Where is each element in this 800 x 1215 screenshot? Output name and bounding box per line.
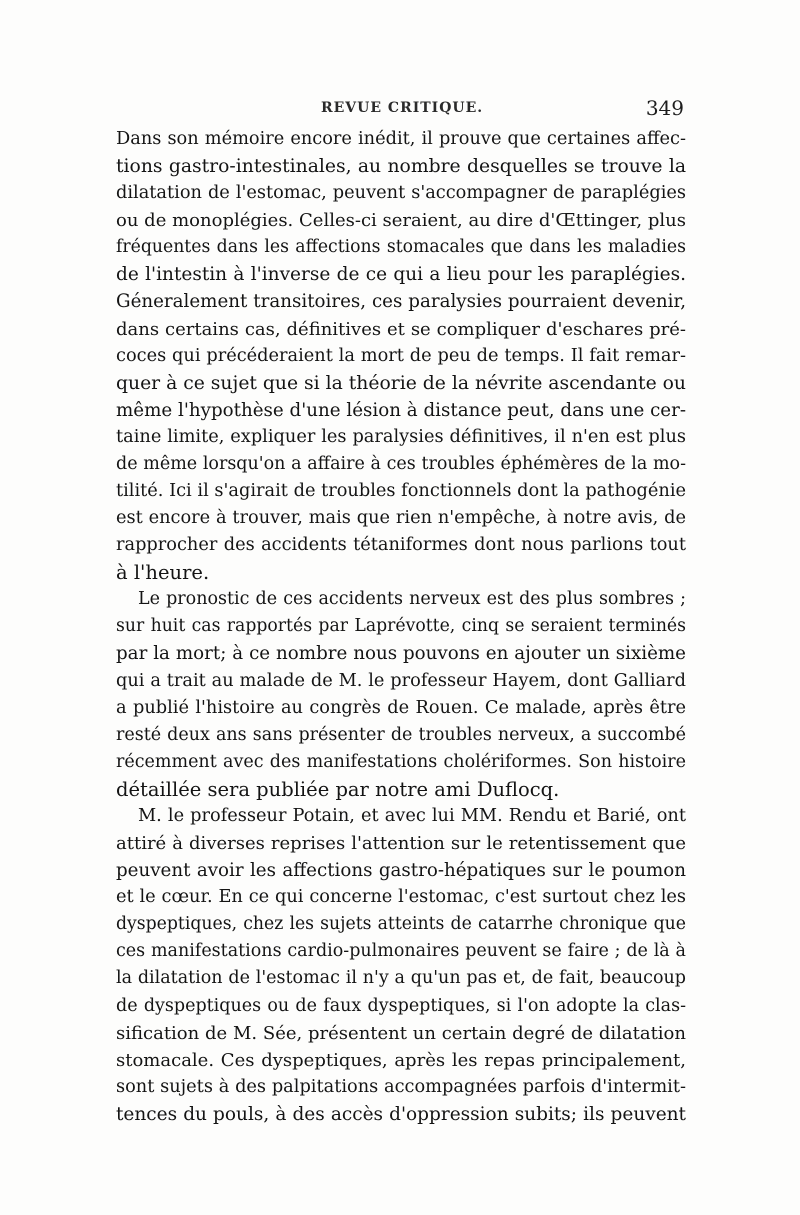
text-line: tences du pouls, à des accès d'oppression subits; ils peuvent (116, 1103, 686, 1125)
text-line: M. le professeur Potain, et avec lui MM. Rendu et Barié, ont (138, 805, 686, 826)
text-line: attiré à diverses reprises l'attention sur le retentissement que (116, 833, 686, 855)
text-line: la dilatation de l'estomac il n'y a qu'un pas et, de fait, beaucoup (116, 968, 686, 989)
text-line: qui a trait au malade de M. le professeur Hayem, dont Galliard (116, 670, 686, 691)
text-line: ces manifestations cardio-pulmonaires peuvent se faire ; de là à (116, 941, 686, 962)
text-line: dyspeptiques, chez les sujets atteints de catarrhe chronique que (116, 914, 686, 935)
text-line: et le cœur. En ce qui concerne l'estomac, c'est surtout chez les (116, 887, 686, 908)
text-line: Géneralement transitoires, ces paralysies pourraient devenir, (116, 291, 686, 313)
text-line: Dans son mémoire encore inédit, il prouve que certaines affec- (116, 129, 686, 149)
running-title: REVUE CRITIQUE. (321, 100, 484, 116)
text-line: stomacale. Ces dyspeptiques, après les repas principalement, (116, 1049, 686, 1071)
text-line: récemment avec des manifestations cholériformes. Son histoire (116, 751, 686, 772)
page-number: 349 (645, 96, 684, 120)
text-line: à l'heure. (116, 561, 210, 585)
text-line: de dyspeptiques ou de faux dyspeptiques, si l'on adopte la clas- (116, 995, 686, 1016)
text-line: peuvent avoir les affections gastro-hépatiques sur le poumon (116, 860, 686, 882)
text-line: coces qui précéderaient la mort de peu de temps. Il fait remar- (116, 345, 686, 366)
text-line: resté deux ans sans présenter de troubles nerveux, a succombé (116, 724, 686, 745)
text-line: sont sujets à des palpitations accompagnées parfois d'intermit- (116, 1076, 686, 1097)
text-line: détaillée sera publiée par notre ami Duflocq. (116, 777, 560, 801)
text-line: Le pronostic de ces accidents nerveux est des plus sombres ; (138, 589, 686, 610)
text-line: rapprocher des accidents tétaniformes dont nous parlions tout (116, 535, 686, 556)
text-line: de l'intestin à l'inverse de ce qui a lieu pour les paraplégies. (116, 264, 686, 286)
text-line: ou de monoplégies. Celles-ci seraient, au dire d'Œttinger, plus (116, 210, 686, 232)
text-line: est encore à trouver, mais que rien n'empêche, à notre avis, de (116, 508, 686, 529)
text-line: fréquentes dans les affections stomacales que dans les maladies (116, 237, 686, 258)
text-line: dilatation de l'estomac, peuvent s'accompagner de paraplégies (116, 183, 686, 204)
text-line: sur huit cas rapportés par Laprévotte, cinq se seraient terminés (116, 616, 686, 637)
text-line: dans certains cas, définitives et se compliquer d'eschares pré- (116, 318, 686, 340)
text-line: sification de M. Sée, présentent un certain degré de dilatation (116, 1022, 686, 1044)
text-line: a publié l'histoire au congrès de Rouen. Ce malade, après être (116, 697, 686, 718)
text-line: taine limite, expliquer les paralysies définitives, il n'en est plus (116, 426, 686, 447)
text-line: tions gastro-intestinales, au nombre desquelles se trouve la (116, 156, 686, 178)
body-text (116, 126, 686, 1128)
text-line: quer à ce sujet que si la théorie de la névrite ascendante ou (116, 372, 686, 394)
text-line: même l'hypothèse d'une lésion à distance peut, dans une cer- (116, 399, 686, 421)
text-line: par la mort; à ce nombre nous pouvons en ajouter un sixième (116, 643, 686, 665)
running-head (116, 98, 684, 122)
text-line: tilité. Ici il s'agirait de troubles fonctionnels dont la pathogénie (116, 481, 686, 502)
text-line: de même lorsqu'on a affaire à ces troubles éphémères de la mo- (116, 453, 686, 474)
